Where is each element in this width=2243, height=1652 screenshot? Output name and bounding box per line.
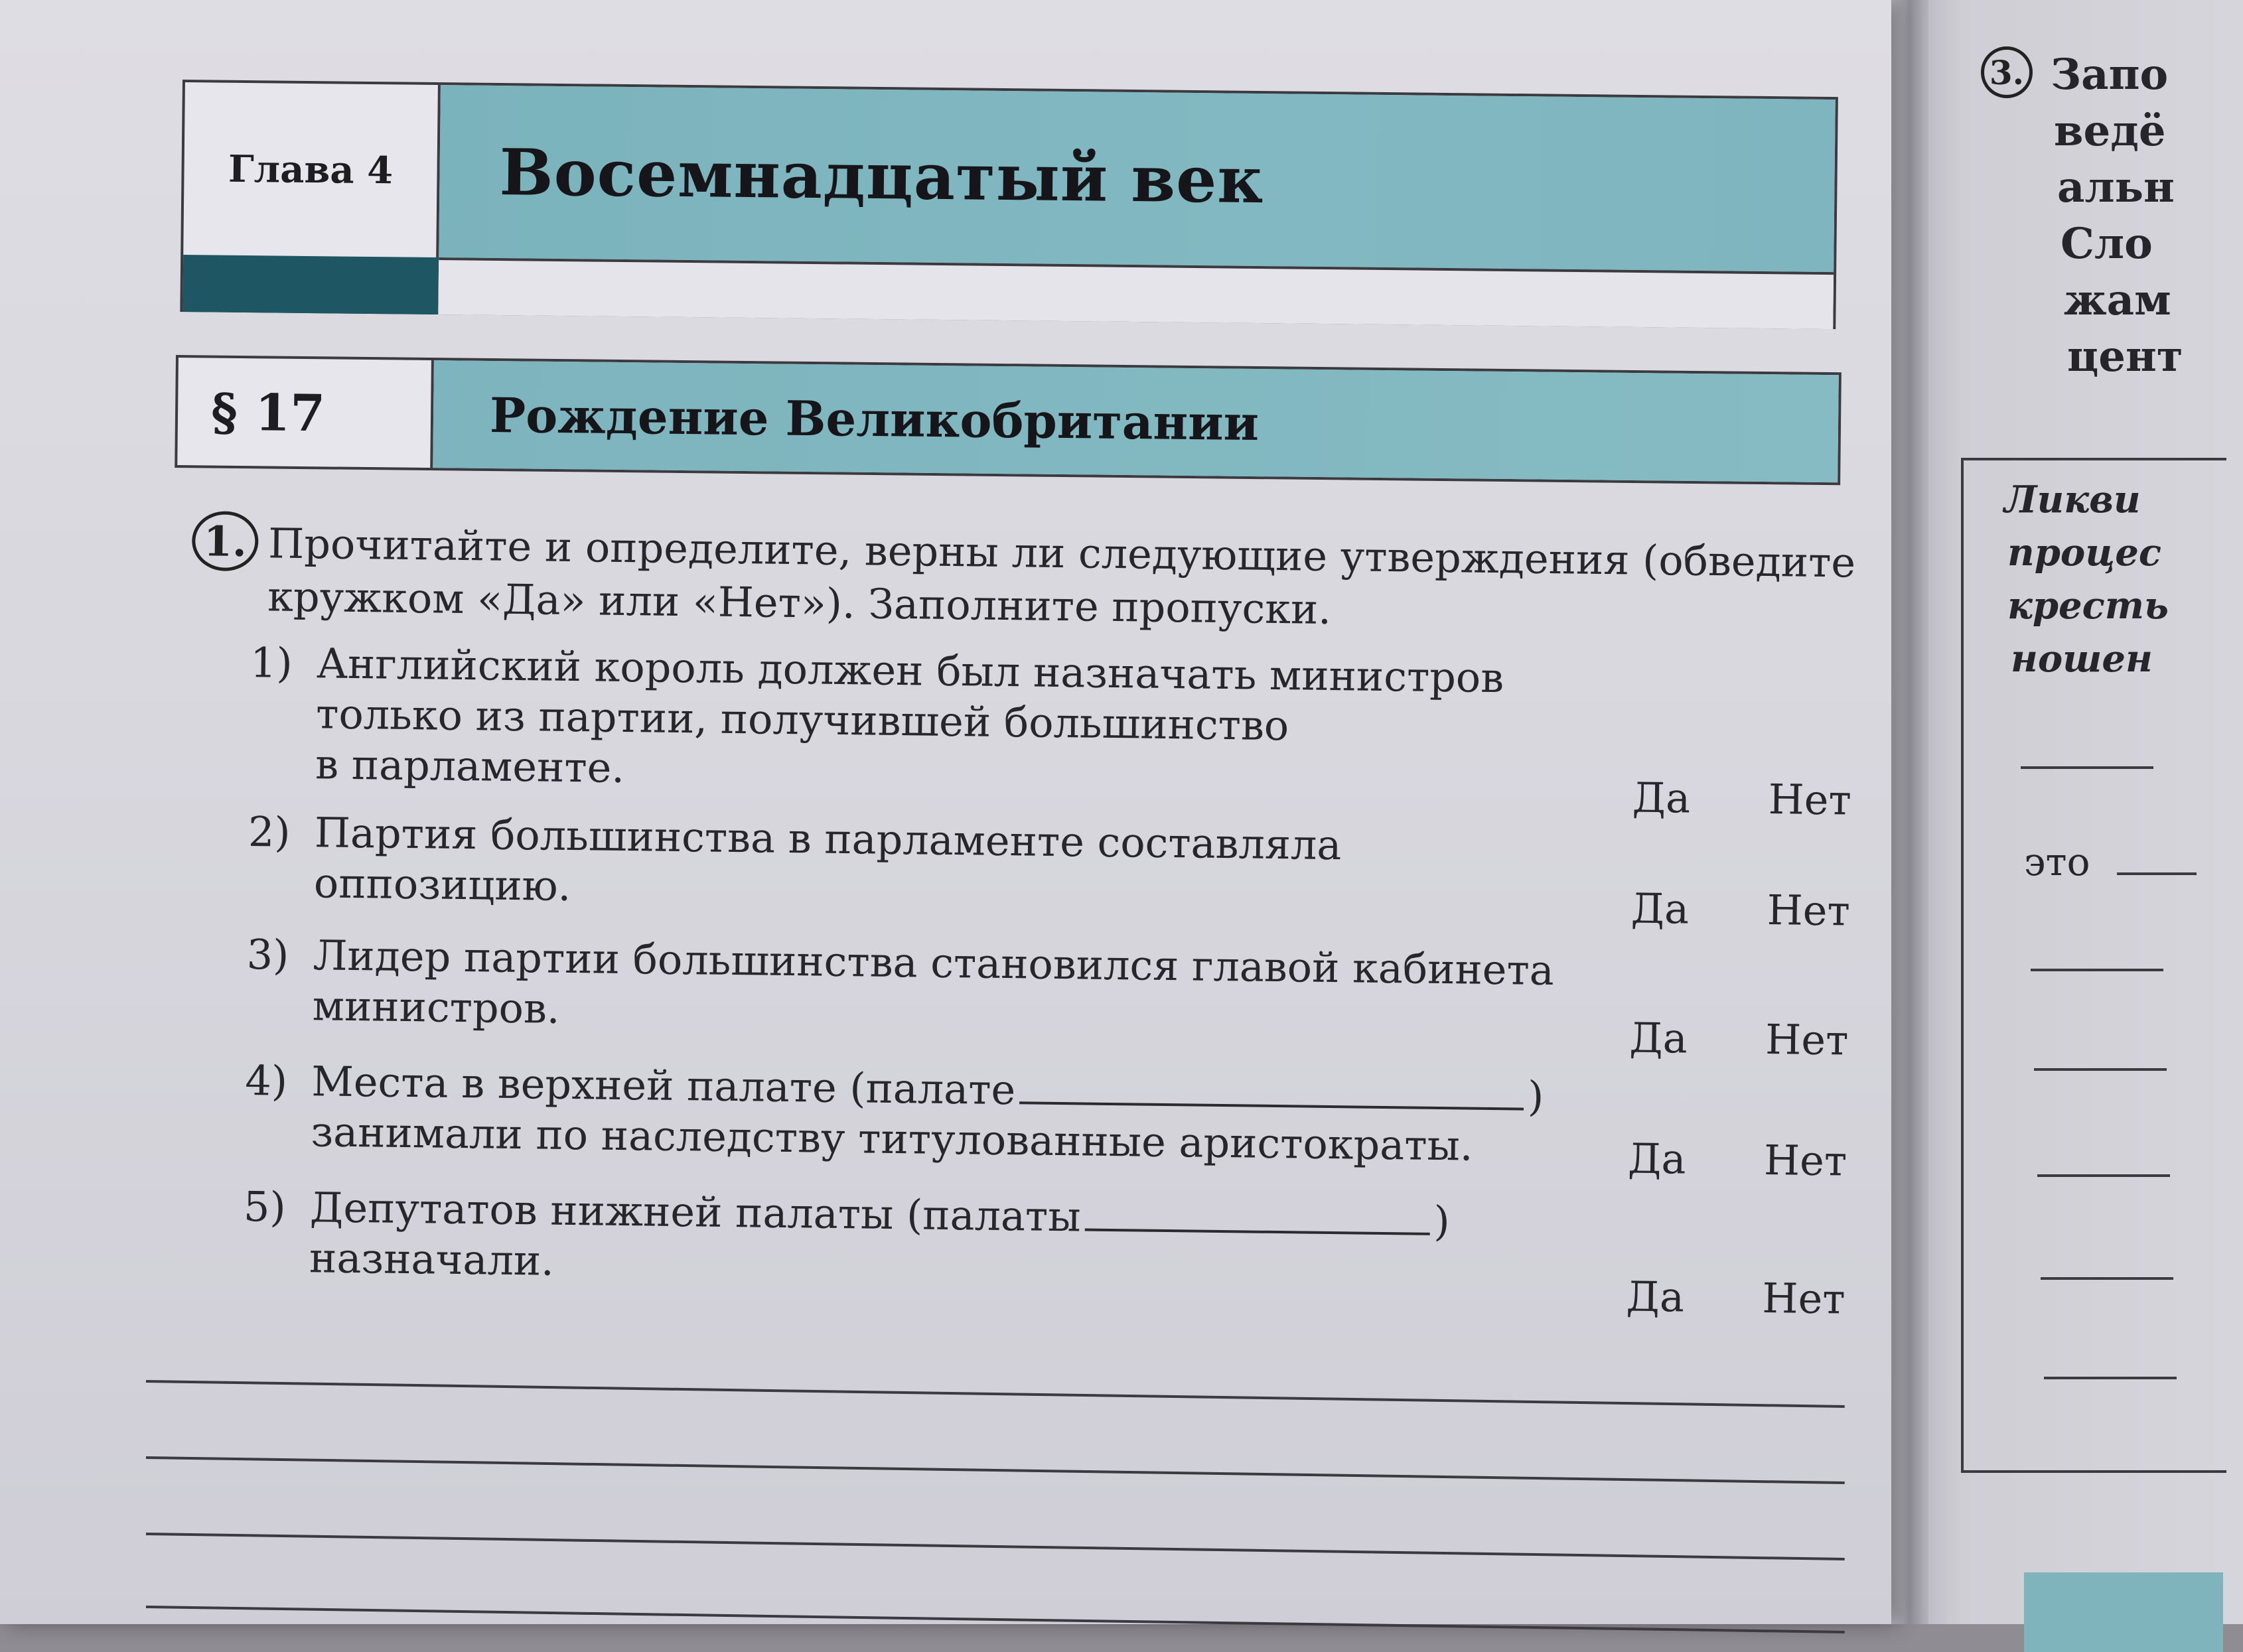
statement-number: 3) [246,930,289,979]
answer-line[interactable] [146,1606,1845,1633]
chapter-accent-block [182,255,439,314]
statement-line: Лидер партии большинства становился главой кабинета [313,931,1555,995]
answer-no[interactable]: Нет [1763,1136,1847,1186]
statement-text [315,638,1578,805]
answer-no[interactable]: Нет [1762,1273,1846,1324]
statement-line: министров. [312,981,561,1033]
statement-line: занимали по наследству титулованные аристократы. [311,1107,1474,1170]
fill-in-blank[interactable] [1019,1075,1524,1110]
statement-line: Английский король должен был назначать министров [316,639,1504,703]
right-answer-line [2044,1377,2177,1379]
right-page-word: это [2024,839,2090,884]
chapter-title-band [439,85,1836,272]
answer-yes[interactable]: Да [1628,1013,1688,1063]
statement-line: назначали. [309,1233,555,1285]
statement-1 [191,637,1863,825]
statement-fragment: Места в верхней палате (палате [311,1057,1016,1115]
chapter-label-cell [183,82,441,257]
answer-line[interactable] [146,1456,1845,1484]
statement-2 [188,806,1861,935]
chapter-header [180,80,1838,329]
statement-line: в парламенте. [315,740,625,792]
statement-4 [186,1055,1858,1186]
answer-line[interactable] [146,1533,1845,1560]
right-page-line: ведё [2054,106,2166,156]
section-title: Рождение Великобритании [489,386,1260,451]
statement-fragment: ) [1527,1071,1544,1121]
right-box-line: Ликви [2004,478,2141,521]
statement-line: только из партии, получившей большинство [315,689,1289,750]
task-number: 1. [203,516,248,566]
right-answer-line [2037,1174,2170,1177]
task-1 [192,504,1865,1324]
statement-number: 2) [248,807,291,857]
statement-text [312,930,1640,1047]
right-task-number: 3. [1989,52,2025,92]
statement-number: 5) [243,1182,287,1231]
right-answer-line [2034,1068,2167,1071]
right-page-line: Запо [2051,50,2169,100]
statement-5 [184,1181,1857,1324]
right-answer-line [2117,872,2197,875]
section-title-band [433,360,1839,482]
statement-3 [187,929,1859,1065]
chapter-title: Восемнадцатый век [498,134,1265,218]
right-box-line: кресть [2007,584,2169,628]
answer-line[interactable] [146,1380,1845,1408]
answer-yes[interactable]: Да [1626,1272,1685,1322]
answer-yes[interactable]: Да [1632,773,1691,823]
statement-text [314,807,1576,924]
statement-fragment: ) [1433,1196,1451,1246]
statement-text [309,1182,1638,1299]
answer-yes[interactable]: Да [1627,1134,1686,1184]
right-answer-line [2021,766,2153,769]
fill-in-blank[interactable] [1084,1202,1429,1235]
right-page-line: цент [2067,332,2183,381]
answer-yes[interactable]: Да [1630,884,1690,933]
section-number: § 17 [210,382,326,443]
statement-fragment: Депутатов нижней палаты (палаты [309,1183,1082,1241]
statement-line: Партия большинства в парламенте составляла [314,808,1342,870]
right-page-line: жам [2064,275,2171,325]
right-page-line: альн [2057,163,2175,212]
right-page-teal-block [2024,1572,2223,1652]
chapter-label: Глава 4 [228,147,394,193]
statement-number: 4) [244,1056,288,1105]
task-prompt-line-2: кружком «Да» или «Нет»). Заполните пропуски. [267,572,1332,634]
answer-no[interactable]: Нет [1767,886,1851,935]
statement-text [311,1056,1639,1173]
task-prompt-line-1: Прочитайте и определите, верны ли следующие утверждения (обведите [267,519,1856,587]
right-box-line: ношен [2011,637,2153,681]
right-answer-line [2041,1277,2173,1280]
right-box-line: процес [2007,531,2161,575]
section-header [175,355,1842,485]
right-answer-line [2031,969,2163,971]
answer-no[interactable]: Нет [1765,1015,1849,1065]
right-task-number-circle [1981,46,2033,98]
right-page-line: Сло [2061,219,2153,269]
section-number-cell [177,358,434,468]
statement-number: 1) [250,638,293,687]
task-number-circle [192,511,259,571]
task-prompt [267,517,1861,642]
answer-no[interactable]: Нет [1768,775,1852,825]
statement-line: оппозицию. [313,859,571,911]
